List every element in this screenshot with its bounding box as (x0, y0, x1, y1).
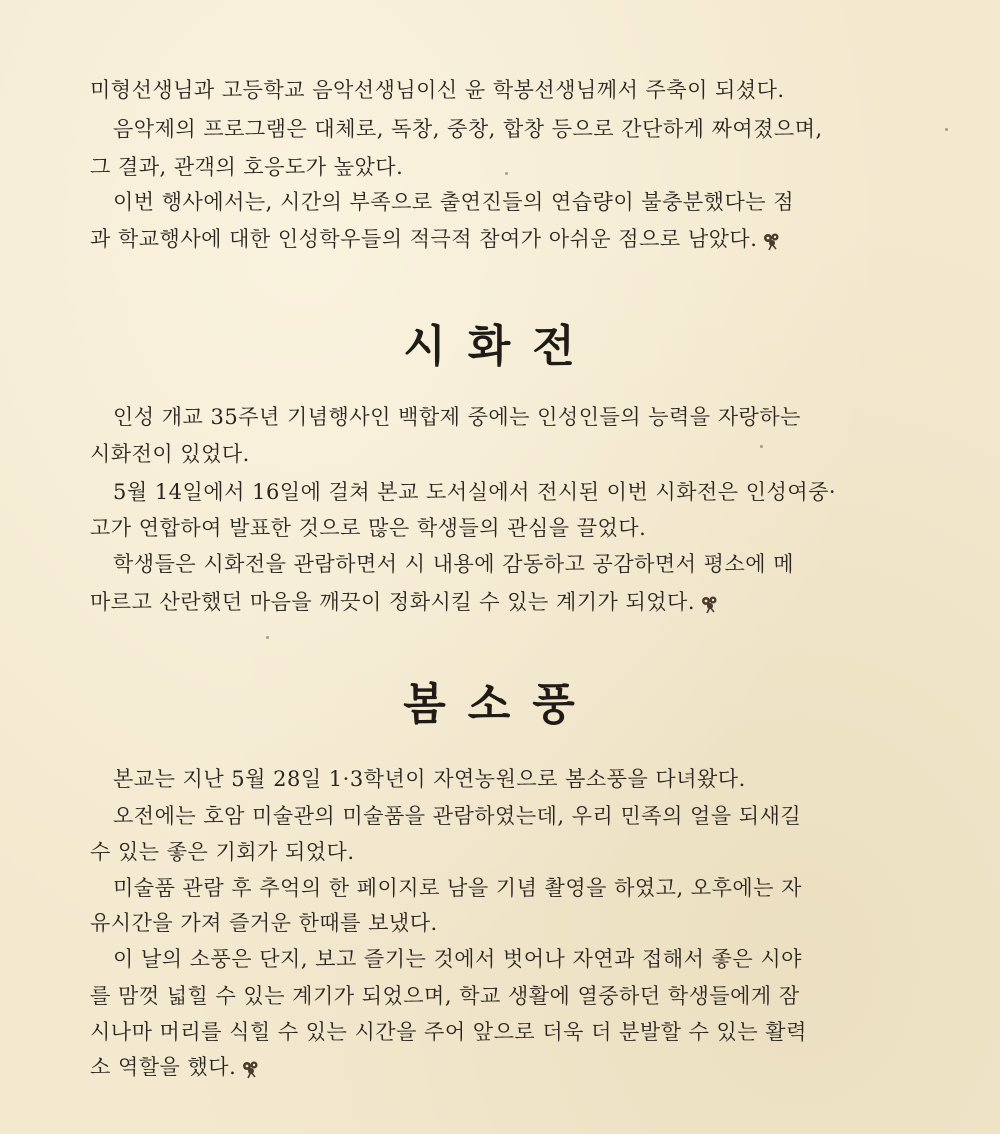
paper-speck (505, 172, 508, 175)
flower-ornament-icon (699, 594, 721, 614)
paragraph-line: 미형선생님과 고등학교 음악선생님이신 윤 학봉선생님께서 주축이 되셨다. (90, 78, 785, 102)
paper-speck (945, 128, 948, 131)
paragraph-line: 음악제의 프로그램은 대체로, 독창, 중창, 합창 등으로 간단하게 짜여졌으며, (113, 117, 823, 141)
paragraph-line: 수 있는 좋은 기회가 되었다. (90, 840, 355, 864)
paragraph-line (90, 227, 930, 251)
paragraph-line: 미술품 관람 후 추억의 한 페이지로 남을 기념 촬영을 하였고, 오후에는 자 (113, 876, 802, 900)
section-title: 시화전 (403, 321, 597, 372)
paragraph-line: 인성 개교 35주년 기념행사인 백합제 중에는 인성인들의 능력을 자랑하는 (113, 405, 801, 429)
paragraph-line: 를 맘껏 넓힐 수 있는 계기가 되었으며, 학교 생활에 열중하던 학생들에게 잠 (90, 984, 800, 1008)
paragraph-line: 시나마 머리를 식힐 수 있는 시간을 주어 앞으로 더욱 더 분발할 수 있는 활력 (90, 1020, 807, 1044)
paragraph-line: 이번 행사에서는, 시간의 부족으로 출연진들의 연습량이 불충분했다는 점 (113, 190, 794, 214)
paragraph-line: 이 날의 소풍은 단지, 보고 즐기는 것에서 벗어나 자연과 접해서 좋은 시야 (113, 947, 802, 971)
paragraph-line: 본교는 지난 5월 28일 1·3학년이 자연농원으로 봄소풍을 다녀왔다. (113, 767, 746, 791)
paragraph-line: 고가 연합하여 발표한 것으로 많은 학생들의 관심을 끌었다. (90, 516, 647, 540)
paragraph-line: 5월 14일에서 16일에 걸쳐 본교 도서실에서 전시된 이번 시화전은 인성여중· (113, 480, 837, 504)
paragraph-line: 그 결과, 관객의 호응도가 높았다. (90, 155, 404, 179)
paragraph-line: 학생들은 시화전을 관람하면서 시 내용에 감동하고 공감하면서 평소에 메 (113, 552, 794, 576)
paragraph-line: 오전에는 호암 미술관의 미술품을 관람하였는데, 우리 민족의 얼을 되새길 (113, 804, 802, 828)
paper-speck (760, 445, 763, 448)
paragraph-line: 유시간을 가져 즐거운 한때를 보냈다. (90, 911, 438, 935)
flower-ornament-icon (761, 231, 783, 251)
paragraph-line-text: 마르고 산란했던 마음을 깨끗이 정화시킬 수 있는 계기가 되었다. (90, 590, 696, 614)
paragraph-line-text: 소 역할을 했다. (90, 1055, 237, 1079)
paper-speck (266, 636, 269, 639)
section-title: 봄소풍 (403, 679, 597, 730)
paragraph-line-text: 과 학교행사에 대한 인성학우들의 적극적 참여가 아쉬운 점으로 남았다. (90, 227, 758, 251)
flower-ornament-icon (240, 1059, 262, 1079)
paragraph-line (90, 1055, 930, 1079)
paragraph-line (90, 590, 930, 614)
paragraph-line: 시화전이 있었다. (90, 442, 250, 466)
